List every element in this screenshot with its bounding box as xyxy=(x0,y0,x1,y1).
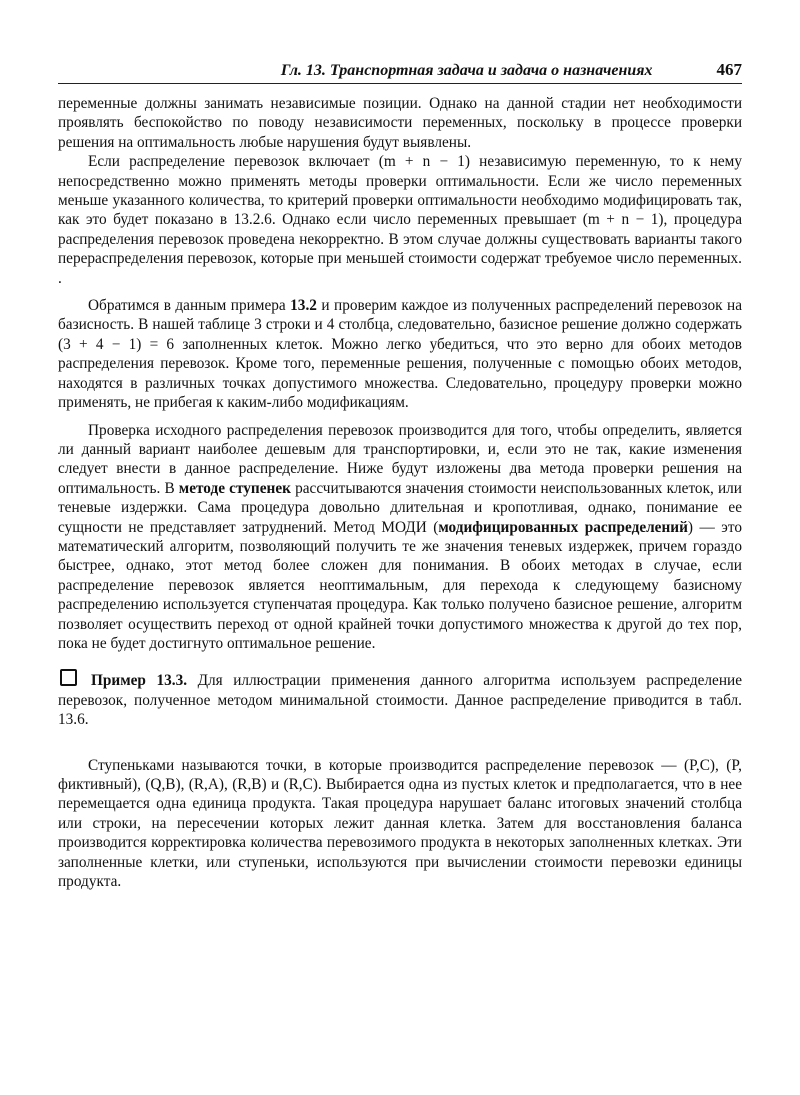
paragraph-4-text-c: ) — это математический алгоритм, позволяющий получить те же значения теневых издержек, причем гораздо быстрее, однако, этот метод более сложен для понимания. В обоих методах в случае, если распределение перевозок является неоптимальным, для перехода к следующему базисному распределению используется ступенчатая процедура. Как только получено базисное решение, алгоритм позволяет осуществить переход от одной крайней точки допустимого множества к другой до тех пор, пока не будет достигнуто оптимальное решение. xyxy=(58,518,742,652)
example-reference: 13.2 xyxy=(290,297,317,315)
paragraph-4 xyxy=(58,421,742,654)
term-steps-method: методе ступенек xyxy=(178,479,291,497)
paragraph-5: Ступеньками называются точки, в которые производится распределение перевозок — (P,C), (P, фиктивный), (Q,B), (R,A), (R,B) и (R,C). Выбирается одна из пустых клеток и предполагается, что в нее перемещается одна единица продукта. Такая процедура нарушает баланс итоговых значений столбца или строки, на пересечении которых лежит данная клетка. Затем для восстановления баланса производится корректировка количества перевозимого продукта в некоторых заполненных клетках. Эти заполненные клетки, или ступеньки, используются при вычислении стоимости перевозки единицы продукта. xyxy=(58,756,742,891)
paragraph-3-text-b: и проверим каждое из полученных распределений перевозок на базисность. В нашей таблице 3 строки и 4 столбца, следовательно, базисное решение должно содержать (3 + 4 − 1) = 6 заполненных клеток. Можно легко убедиться, что это верно для обоих методов распределения перевозок. Кроме того, переменные решения, полученные с помощью обоих методов, находятся в различных точках допустимого множества. Следовательно, процедуру проверки можно применять, не прибегая к каким-либо модификациям. xyxy=(58,297,742,412)
example-heading: Пример 13.3. xyxy=(91,672,188,690)
paragraph-4-text-b: рассчитываются значения стоимости неиспользованных клеток, или теневые издержки. Сама процедура довольно длительная и кропотливая, однако, понимание ее сущности не представляет затруднений. Метод МОДИ ( xyxy=(58,479,742,536)
paragraph-4-text-a: Проверка исходного распределения перевозок производится для того, чтобы определить, является ли данный вариант наиболее дешевым для транспортировки, и, если это не так, какие изменения следует внести в данное распределение. Ниже будут изложены два метода проверки решения на оптимальность. В xyxy=(58,421,742,497)
term-modified-distributions: модифицированных распределений xyxy=(438,518,688,536)
example-box-icon xyxy=(60,669,77,686)
example-text: Для иллюстрации применения данного алгоритма используем распределение перевозок, полученное методом минимальной стоимости. Данное распределение приводится в табл. 13.6. xyxy=(58,672,742,729)
example-paragraph xyxy=(58,669,742,729)
paragraph-1: переменные должны занимать независимые позиции. Однако на данной стадии нет необходимости проявлять беспокойство по поводу независимости переменных, поскольку в процессе проверки решения на оптимальность любые нарушения будут выявлены. xyxy=(58,95,742,151)
page-number: 467 xyxy=(716,60,742,79)
running-title: Гл. 13. Транспортная задача и задача о назначениях xyxy=(280,62,653,79)
page-header xyxy=(58,60,742,84)
paragraph-3-text-a: Обратимся в данным примера xyxy=(88,297,291,315)
paragraph-3 xyxy=(58,296,742,412)
book-page xyxy=(58,60,742,891)
paragraph-2: Если распределение перевозок включает (m + n − 1) независимую переменную, то к нему непосредственно можно применять методы проверки оптимальности. Если же число переменных меньше указанного количества, то критерий проверки оптимальности необходимо модифицировать так, как это будет показано в 13.2.6. Однако если число переменных превышает (m + n − 1), процедура распределения перевозок проведена некорректно. В этом случае должны существовать варианты такого перераспределения перевозок, которые при меньшей стоимости содержат требуемое число переменных. . xyxy=(58,153,742,287)
